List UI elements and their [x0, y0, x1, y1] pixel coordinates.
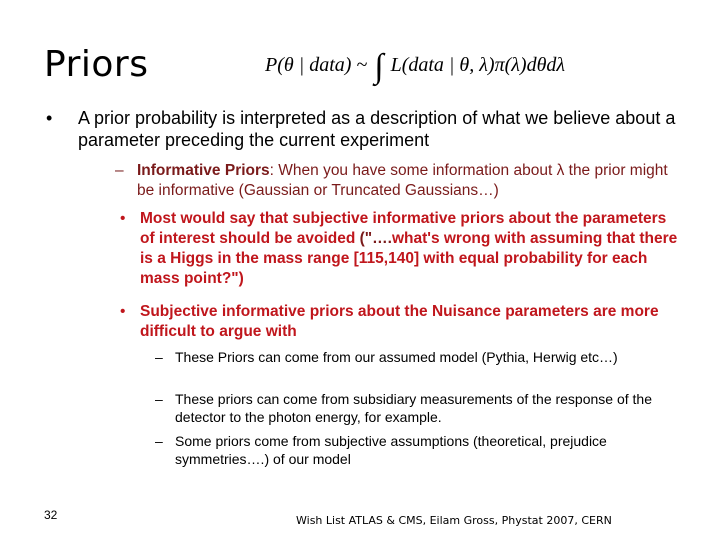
bullet-text-quote: ("….: [359, 230, 392, 247]
bullet-marker: •: [46, 108, 53, 128]
sub-bullet-text: Some priors come from subjective assumptions (theoretical, prejudice symmetries….) of our model: [175, 433, 607, 467]
slide-footer: Wish List ATLAS & CMS, Eilam Gross, Phystat 2007, CERN: [296, 514, 612, 527]
bayes-formula: [265, 42, 566, 85]
bullet-text-a: : When you have some information about: [269, 162, 557, 179]
bullet-marker: •: [120, 210, 126, 227]
dash-marker: –: [155, 391, 163, 407]
bullet-nuisance-priors: [120, 302, 680, 342]
dash-marker: –: [155, 433, 163, 449]
sub-bullet-model: [155, 348, 655, 366]
integral-symbol: ∫: [374, 48, 384, 85]
bullet-text-container: [140, 209, 680, 289]
bullet-text-b: the prior might be informative (Gaussian or Truncated Gaussians…): [137, 162, 668, 199]
bullet-marker: •: [120, 303, 126, 320]
formula-rhs: L(data | θ, λ)π(λ)dθdλ: [390, 54, 566, 76]
dash-marker: –: [155, 349, 163, 365]
bullet-text-tail: what's wrong with assuming that there is a Higgs in the mass range [115,140] with equal probability for each mass point?"): [140, 230, 678, 287]
bullet-text: Subjective informative priors about the Nuisance parameters are more difficult to argue with: [140, 303, 659, 340]
lambda-symbol: λ: [556, 162, 565, 179]
bullet-text-container: [137, 161, 675, 201]
sub-bullet-text: These priors can come from subsidiary measurements of the response of the detector to the photon energy, for example.: [175, 391, 652, 425]
sub-bullet-subjective: [155, 432, 655, 468]
bullet-subjective-avoid: [120, 209, 680, 289]
dash-marker: –: [115, 162, 124, 179]
bullet-text: A prior probability is interpreted as a description of what we believe about a parameter preceding the current experiment: [78, 108, 676, 150]
informative-priors-heading: Informative Priors: [137, 162, 270, 179]
sub-bullet-subsidiary: [155, 390, 655, 426]
formula-lhs: P(θ | data) ~: [265, 54, 368, 76]
bullet-informative-priors: [115, 161, 675, 201]
page-number: 32: [44, 508, 58, 522]
bullet-level1: [46, 107, 686, 151]
bullet-text-bold: Most would say that subjective informative priors about the parameters of interest should be avoided: [140, 210, 667, 247]
slide-title: Priors: [44, 44, 149, 85]
sub-bullet-text: These Priors can come from our assumed model (Pythia, Herwig etc…): [175, 349, 618, 365]
